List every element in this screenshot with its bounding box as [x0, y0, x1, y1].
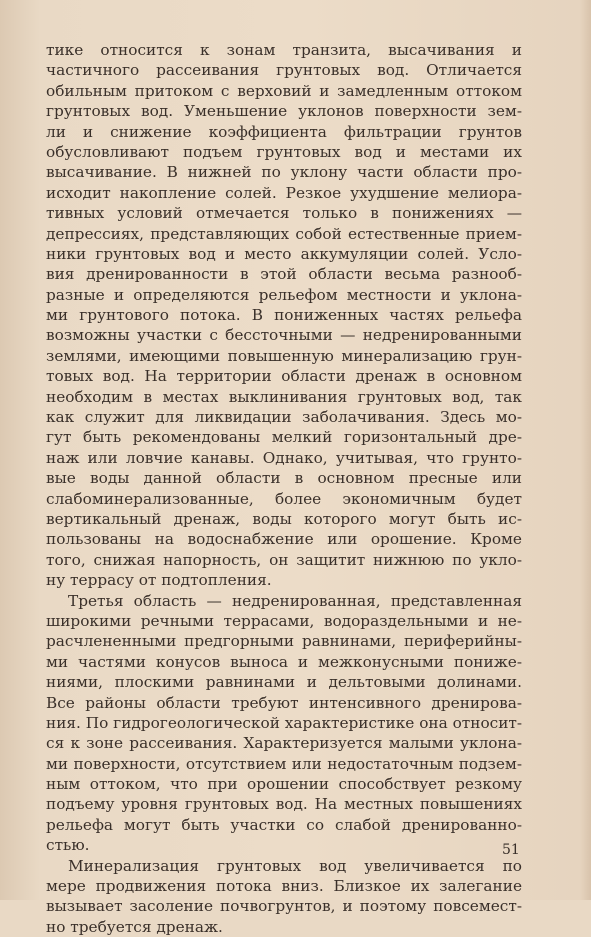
- text-line: вия дренированности в этой области весьма разнооб-: [46, 265, 522, 284]
- text-line: ми грунтового потока. В пониженных частях рельефа: [46, 306, 522, 325]
- text-line: стью.: [46, 836, 90, 855]
- text-line: пользованы на водоснабжение или орошение. Кроме: [46, 530, 522, 549]
- text-line: исходит накопление солей. Резкое ухудшение мелиора-: [46, 183, 522, 202]
- text-line: землями, имеющими повышенную минерализацию грун-: [46, 346, 522, 365]
- text-line: тике относится к зонам транзита, высачивания и: [46, 41, 522, 59]
- text-line: мере продвижения потока вниз. Близкое их залегание: [46, 877, 522, 896]
- text-line: ниями, плоскими равнинами и дельтовыми долинами.: [46, 673, 522, 692]
- text-line: гут быть рекомендованы мелкий горизонтальный дре-: [46, 428, 522, 447]
- text-line: как служит для ликвидации заболачивания. Здесь мо-: [46, 408, 522, 427]
- body-text: [46, 40, 522, 937]
- text-line: возможны участки с бессточными — недренированными: [46, 326, 522, 345]
- text-line: товых вод. На территории области дренаж в основном: [46, 367, 522, 386]
- text-line: наж или ловчие канавы. Однако, учитывая, что грунто-: [46, 448, 522, 467]
- text-line: ным оттоком, что при орошении способствует резкому: [46, 775, 522, 794]
- text-line: ли и снижение коэффициента фильтрации грунтов: [46, 122, 522, 141]
- text-line: слабоминерализованные, более экономичным будет: [46, 489, 522, 508]
- text-line: тивных условий отмечается только в понижениях —: [46, 204, 522, 223]
- text-line: частичного рассеивания грунтовых вод. Отличается: [46, 61, 522, 80]
- text-line: высачивание. В нижней по уклону части области про-: [46, 163, 522, 182]
- text-line: но требуется дренаж.: [46, 917, 223, 936]
- text-line: ся к зоне рассеивания. Характеризуется малыми уклона-: [46, 734, 522, 753]
- text-line: ния. По гидрогеологической характеристике она относит-: [46, 713, 522, 732]
- text-line: вые воды данной области в основном пресные или: [46, 469, 522, 488]
- paragraph: [46, 591, 522, 856]
- page-number: 51: [502, 842, 520, 858]
- text-line: необходим в местах выклинивания грунтовых вод, так: [46, 387, 522, 406]
- paragraph: [46, 40, 522, 591]
- text-line: Третья область — недренированная, представленная: [68, 591, 522, 610]
- text-line: рельефа могут быть участки со слабой дренированно-: [46, 815, 522, 834]
- text-line: вызывает засоление почвогрунтов, и поэтому повсемест-: [46, 897, 522, 916]
- text-line: обильным притоком с верховий и замедленным оттоком: [46, 81, 522, 100]
- text-line: того, снижая напорность, он защитит нижнюю по укло-: [46, 550, 522, 569]
- text-line: грунтовых вод. Уменьшение уклонов поверхности зем-: [46, 102, 522, 121]
- text-line: ники грунтовых вод и место аккумуляции солей. Усло-: [46, 244, 522, 263]
- text-line: Минерализация грунтовых вод увеличивается по: [68, 856, 522, 875]
- text-line: ми частями конусов выноса и межконусными пониже-: [46, 652, 522, 671]
- text-line: ну террасу от подтопления.: [46, 571, 272, 590]
- text-line: депрессиях, представляющих собой естественные прием-: [46, 224, 522, 243]
- text-line: Все районы области требуют интенсивного дренирова-: [46, 693, 522, 712]
- text-line: обусловливают подъем грунтовых вод и местами их: [46, 142, 522, 161]
- text-line: расчлененными предгорными равнинами, периферийны-: [46, 632, 522, 651]
- text-line: ми поверхности, отсутствием или недостаточным подзем-: [46, 754, 522, 773]
- paragraph: [46, 856, 522, 937]
- text-line: подъему уровня грунтовых вод. На местных повышениях: [46, 795, 522, 814]
- text-line: широкими речными террасами, водораздельными и не-: [46, 611, 522, 630]
- text-line: разные и определяются рельефом местности и уклона-: [46, 285, 522, 304]
- text-line: вертикальный дренаж, воды которого могут быть ис-: [46, 509, 522, 528]
